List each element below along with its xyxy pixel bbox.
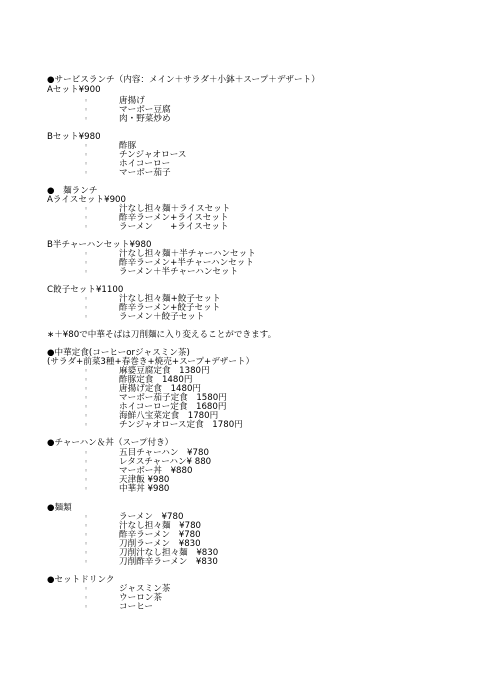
bullet-icon: ◦	[84, 403, 89, 411]
menu-item: マーボー丼 ¥880	[119, 466, 193, 476]
menu-item: レタスチャーハン¥ 880	[119, 457, 212, 467]
menu-heading: ●サービスランチ（内容：メイン＋サラダ＋小鉢＋スープ＋デザート）	[47, 75, 320, 85]
menu-heading: ● 麺ランチ	[47, 186, 98, 196]
bullet-icon: ◦	[84, 594, 89, 602]
bullet-icon: ◦	[84, 169, 89, 177]
menu-subheading: C餃子セット¥1100	[47, 285, 124, 295]
menu-item: ラーメン＋半チャーハンセット	[119, 267, 239, 277]
bullet-icon: ◦	[84, 250, 89, 258]
bullet-icon: ◦	[84, 106, 89, 114]
menu-heading: ●麺類	[47, 503, 72, 513]
menu-item: 中華丼 ¥980	[119, 484, 170, 494]
menu-item: ラーメン＋餃子セット	[119, 312, 205, 322]
bullet-icon: ◦	[84, 304, 89, 312]
menu-item: 酢辛ラーメン+ライスセット	[119, 213, 229, 223]
menu-item: ウーロン茶	[119, 593, 162, 603]
bullet-icon: ◦	[84, 214, 89, 222]
bullet-icon: ◦	[84, 558, 89, 566]
menu-item: ラーメン ¥780	[119, 512, 184, 522]
menu-subheading: B半チャーハンセット¥980	[47, 240, 152, 250]
bullet-icon: ◦	[84, 513, 89, 521]
bullet-icon: ◦	[84, 449, 89, 457]
menu-item: 唐揚げ	[119, 96, 145, 106]
menu-item: チンジャオロース定食 1780円	[119, 420, 243, 430]
menu-item: ホイコーロー	[119, 159, 171, 169]
menu-item: 肉・野菜炒め	[119, 114, 171, 124]
menu-item: 汁なし担々麺+餃子セット	[119, 294, 221, 304]
menu-item: ジャスミン茶	[119, 584, 171, 594]
bullet-icon: ◦	[84, 458, 89, 466]
menu-subheading: Bセット¥980	[47, 132, 101, 142]
bullet-icon: ◦	[84, 522, 89, 530]
bullet-icon: ◦	[84, 205, 89, 213]
menu-heading: ●中華定食(コーヒーorジャスミン茶)	[47, 348, 190, 358]
bullet-icon: ◦	[84, 412, 89, 420]
bullet-icon: ◦	[84, 603, 89, 611]
menu-item: チンジャオロース	[119, 150, 187, 160]
menu-item: 酢辛ラーメン+餃子セット	[119, 303, 221, 313]
menu-heading: ●チャーハン＆丼（スープ付き）	[47, 438, 174, 448]
menu-item: 刀削汁なし担々麺 ¥830	[119, 548, 219, 558]
bullet-icon: ◦	[84, 160, 89, 168]
menu-item: 汁なし担々麺 ¥780	[119, 521, 202, 531]
bullet-icon: ◦	[84, 223, 89, 231]
menu-item: 酢豚定食 1480円	[119, 375, 193, 385]
menu-item: ホイコーロー定食 1680円	[119, 402, 227, 412]
menu-item: 酢辛ラーメン ¥780	[119, 530, 201, 540]
menu-item: 汁なし担々麺＋ライスセット	[119, 204, 231, 214]
menu-subheading: Aセット¥900	[47, 85, 101, 95]
bullet-icon: ◦	[84, 394, 89, 402]
menu-item: 汁なし担々麺＋半チャーハンセット	[119, 249, 256, 259]
bullet-icon: ◦	[84, 367, 89, 375]
bullet-icon: ◦	[84, 151, 89, 159]
bullet-icon: ◦	[84, 385, 89, 393]
bullet-icon: ◦	[84, 476, 89, 484]
menu-heading: ∗＋¥80で中華そばは刀削麺に入り変えることができます。	[47, 330, 277, 340]
menu-item: 刀削酢辛ラーメン ¥830	[119, 557, 218, 567]
menu-heading: ●セットドリンク	[47, 575, 115, 585]
menu-item: 刀削ラーメン ¥830	[119, 539, 201, 549]
menu-item: コーヒー	[119, 602, 154, 612]
menu-item: 酢豚	[119, 141, 137, 151]
menu-item: マーボー茄子定食 1580円	[119, 393, 227, 403]
menu-item: ラーメン +ライスセット	[119, 222, 229, 232]
bullet-icon: ◦	[84, 313, 89, 321]
menu-item: 五目チャーハン ¥780	[119, 448, 209, 458]
menu-item: 天津飯 ¥980	[119, 475, 170, 485]
menu-subheading: Aライスセット¥900	[47, 195, 126, 205]
bullet-icon: ◦	[84, 259, 89, 267]
bullet-icon: ◦	[84, 115, 89, 123]
bullet-icon: ◦	[84, 531, 89, 539]
bullet-icon: ◦	[84, 421, 89, 429]
menu-item: 海鮮八宝菜定食 1780円	[119, 411, 219, 421]
bullet-icon: ◦	[84, 540, 89, 548]
bullet-icon: ◦	[84, 97, 89, 105]
menu-item: 唐揚げ定食 1480円	[119, 384, 202, 394]
bullet-icon: ◦	[84, 142, 89, 150]
menu-item: マーボー茄子	[119, 168, 171, 178]
menu-item: 酢辛ラーメン+半チャーハンセット	[119, 258, 254, 268]
bullet-icon: ◦	[84, 467, 89, 475]
bullet-icon: ◦	[84, 268, 89, 276]
bullet-icon: ◦	[84, 485, 89, 493]
bullet-icon: ◦	[84, 295, 89, 303]
menu-subheading: (サラダ+前菜3種+春巻き+焼売+スープ+デザート）	[47, 357, 255, 367]
bullet-icon: ◦	[84, 549, 89, 557]
menu-item: 麻婆豆腐定食 1380円	[119, 366, 210, 376]
bullet-icon: ◦	[84, 585, 89, 593]
menu-item: マーボー豆腐	[119, 105, 171, 115]
bullet-icon: ◦	[84, 376, 89, 384]
